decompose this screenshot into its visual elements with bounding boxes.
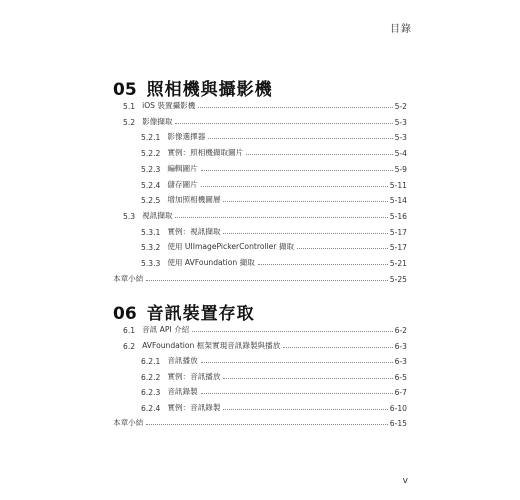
toc-entry-title: 音訊 API 介紹 bbox=[142, 325, 190, 334]
page-number: v bbox=[402, 476, 408, 486]
toc-entry bbox=[141, 160, 407, 174]
toc-entry-number: 5.2 bbox=[123, 117, 136, 127]
dot-leader bbox=[223, 201, 387, 202]
toc-entry bbox=[141, 383, 407, 397]
dot-leader bbox=[201, 393, 393, 394]
toc-entry-number: 6.2 bbox=[123, 341, 136, 351]
toc-entry-title: 實例：音訊播放 bbox=[167, 371, 221, 381]
toc-entry-number: 5.2.5 bbox=[141, 196, 161, 206]
dot-leader bbox=[208, 138, 392, 139]
toc-entry-number: 5.3.2 bbox=[141, 243, 161, 253]
toc-entry-number: 6.2.3 bbox=[141, 388, 161, 397]
toc-entry-number: 6.2.1 bbox=[141, 357, 161, 366]
toc-entry-title: 本章小結 bbox=[113, 273, 144, 283]
toc-entry-title: 儲存圖片 bbox=[167, 179, 198, 189]
toc-entry bbox=[141, 191, 407, 205]
dot-leader bbox=[223, 378, 392, 379]
chapter-title: 照相機與攝影機 bbox=[146, 80, 273, 100]
toc-entry bbox=[141, 144, 407, 158]
toc-entry-title: 音訊錄製 bbox=[167, 387, 198, 396]
toc-entry-page: 5-17 bbox=[389, 243, 407, 253]
toc-entry bbox=[141, 176, 407, 190]
chapter-number: 05 bbox=[113, 80, 137, 100]
toc-entry-page: 6-10 bbox=[389, 403, 407, 413]
toc-entry-number: 5.3 bbox=[123, 211, 136, 221]
dot-leader bbox=[175, 217, 387, 218]
toc-entry-page: 5-16 bbox=[389, 211, 407, 221]
toc-entry bbox=[123, 97, 407, 111]
toc-entry-title: AVFoundation 框架實現音訊錄製與播放 bbox=[142, 340, 281, 350]
toc-entry-number: 5.2.1 bbox=[141, 133, 161, 143]
toc-entry-title: 影像選擇器 bbox=[167, 132, 206, 142]
toc-entry-number: 6.2.2 bbox=[141, 372, 161, 382]
toc-entry-page: 5-11 bbox=[389, 180, 407, 190]
dot-leader bbox=[146, 280, 387, 281]
toc-entry bbox=[141, 238, 407, 252]
dot-leader bbox=[283, 347, 392, 348]
toc-entry bbox=[141, 368, 407, 382]
toc-entry-title: 實例：視訊擷取 bbox=[167, 226, 221, 236]
toc-entry-title: 視訊擷取 bbox=[142, 210, 173, 220]
toc-entry-title: 實例：音訊錄製 bbox=[167, 402, 221, 412]
toc-entry-title: 使用 AVFoundation 擷取 bbox=[167, 258, 255, 267]
toc-entry-page: 5-3 bbox=[394, 117, 407, 127]
toc-entry bbox=[141, 254, 407, 268]
chapter-title: 音訊裝置存取 bbox=[146, 304, 255, 324]
toc-entry-number: 5.1 bbox=[123, 102, 136, 111]
dot-leader bbox=[246, 154, 392, 155]
toc-entry-page: 6-3 bbox=[394, 341, 407, 351]
toc-entry bbox=[141, 223, 407, 237]
dot-leader bbox=[201, 170, 393, 171]
dot-leader bbox=[175, 123, 392, 124]
toc-entry-title: 影像擷取 bbox=[142, 116, 173, 126]
toc-entry-number: 5.3.3 bbox=[141, 259, 161, 268]
toc-entry-page: 6-2 bbox=[394, 326, 407, 335]
dot-leader bbox=[297, 248, 388, 249]
toc-entry bbox=[141, 399, 407, 413]
toc-entry bbox=[113, 414, 407, 428]
dot-leader bbox=[223, 409, 387, 410]
dot-leader bbox=[198, 107, 392, 108]
toc-entry-number: 5.2.3 bbox=[141, 164, 161, 174]
dot-leader bbox=[192, 331, 392, 332]
running-head: 目錄 bbox=[390, 24, 412, 35]
toc-entry-title: 使用 UIImagePickerController 擷取 bbox=[167, 242, 295, 252]
toc-entry bbox=[141, 128, 407, 142]
toc-entry-number: 5.2.2 bbox=[141, 149, 161, 159]
toc-entry-page: 5-25 bbox=[389, 274, 407, 284]
toc-entry-title: 音訊播放 bbox=[167, 356, 198, 365]
toc-entry-page: 5-14 bbox=[389, 196, 407, 206]
toc-entry bbox=[123, 337, 407, 351]
toc-entry-number: 5.2.4 bbox=[141, 180, 161, 190]
toc-entry-number: 5.3.1 bbox=[141, 227, 161, 237]
toc-entry bbox=[141, 352, 407, 366]
toc-entry-number: 6.2.4 bbox=[141, 403, 161, 413]
toc-entry-page: 5-17 bbox=[389, 227, 407, 237]
toc-entry-title: 增加照相機圖層 bbox=[167, 195, 221, 205]
toc-entry-page: 5-3 bbox=[394, 133, 407, 143]
toc-entry-title: 本章小結 bbox=[113, 418, 144, 427]
dot-leader bbox=[146, 424, 387, 425]
toc-entry-page: 5-9 bbox=[394, 164, 407, 174]
toc-entry-page: 5-2 bbox=[394, 102, 407, 111]
toc-entry-page: 6-5 bbox=[394, 372, 407, 382]
toc-entry bbox=[123, 207, 407, 221]
toc-entry bbox=[113, 270, 407, 284]
toc-entry-number: 6.1 bbox=[123, 326, 136, 335]
toc-entry-title: 實例：照相機擷取圖片 bbox=[167, 148, 244, 158]
dot-leader bbox=[201, 186, 388, 187]
toc-entry-page: 5-4 bbox=[394, 149, 407, 159]
dot-leader bbox=[258, 264, 388, 265]
toc-entry-page: 6-7 bbox=[394, 388, 407, 397]
dot-leader bbox=[223, 233, 387, 234]
toc-entry bbox=[123, 113, 407, 127]
toc-entry-title: iOS 裝置攝影機 bbox=[142, 101, 196, 110]
toc-entry-page: 5-21 bbox=[389, 259, 407, 268]
toc-entry-page: 6-15 bbox=[389, 419, 407, 428]
dot-leader bbox=[201, 362, 393, 363]
toc-entry-title: 編輯圖片 bbox=[167, 163, 198, 173]
toc-entry bbox=[123, 321, 407, 335]
chapter-number: 06 bbox=[113, 304, 137, 324]
toc-entry-page: 6-3 bbox=[394, 357, 407, 366]
